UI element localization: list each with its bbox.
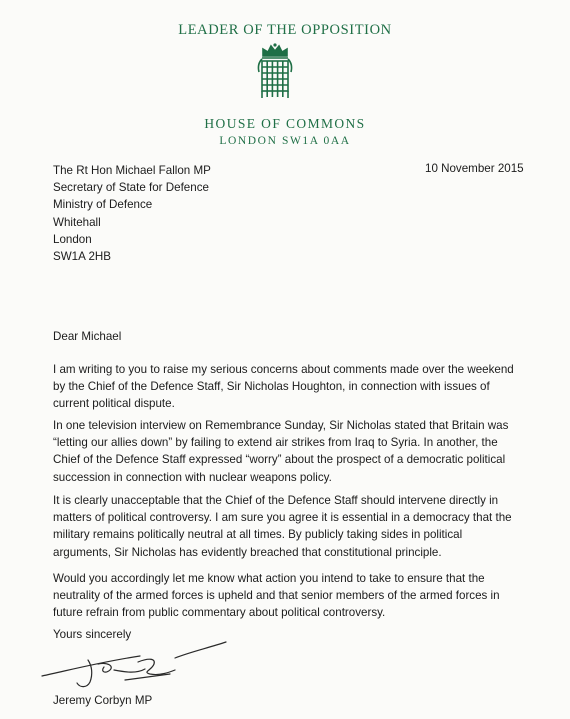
letter-date: 10 November 2015 [425,162,524,175]
paragraph-line: current political dispute. [53,397,175,411]
recipient-line: London [53,232,92,246]
recipient-line: The Rt Hon Michael Fallon MP [53,164,211,177]
paragraph [53,492,529,561]
paragraph-line: future refrain from public commentary about political controversy. [53,606,386,620]
paragraph-line: matters of political controversy. I am sure you agree it is essential in a democracy that the [53,511,512,525]
recipient-line: Whitehall [53,215,101,229]
letterhead-house: HOUSE OF COMMONS [204,116,366,131]
paragraph [53,361,529,413]
handwritten-signature [30,636,260,692]
recipient-address [53,162,211,265]
paragraph-line: neutrality of the armed forces is upheld and that senior members of the armed forces in [53,589,500,603]
paragraph [53,570,529,622]
letterhead-title: LEADER OF THE OPPOSITION [178,22,392,38]
letterhead-address: LONDON SW1A 0AA [219,135,351,147]
paragraph-line: succession in connection with nuclear weapons policy. [53,470,332,484]
paragraph-line: Would you accordingly let me know what action you intend to take to ensure that the [53,572,485,585]
portcullis-icon [255,42,295,104]
paragraph-line: military remains politically neutral at all times. By publicly taking sides in political [53,528,463,542]
paragraph-line: “letting our allies down” by failing to extend air strikes from Iraq to Syria. In another, the [53,436,498,450]
paragraph-line: In one television interview on Remembrance Sunday, Sir Nicholas stated that Britain was [53,419,509,432]
recipient-line: Ministry of Defence [53,198,153,212]
paragraph [53,417,529,486]
paragraph-line: Chief of the Defence Staff expressed “worry” about the prospect of a democratic political [53,453,506,467]
signer-name: Jeremy Corbyn MP [53,694,153,707]
recipient-line: SW1A 2HB [53,250,111,264]
salutation: Dear Michael [53,330,122,343]
closing: Yours sincerely [53,628,132,641]
paragraph-line: I am writing to you to raise my serious concerns about comments made over the weekend [53,363,514,376]
recipient-line: Secretary of State for Defence [53,181,209,195]
paragraph-line: It is clearly unacceptable that the Chief of the Defence Staff should intervene directly in [53,494,499,507]
paragraph-line: arguments, Sir Nicholas has evidently breached that constitutional principle. [53,545,442,559]
paragraph-line: by the Chief of the Defence Staff, Sir Nicholas Houghton, in connection with issues of [53,380,490,394]
